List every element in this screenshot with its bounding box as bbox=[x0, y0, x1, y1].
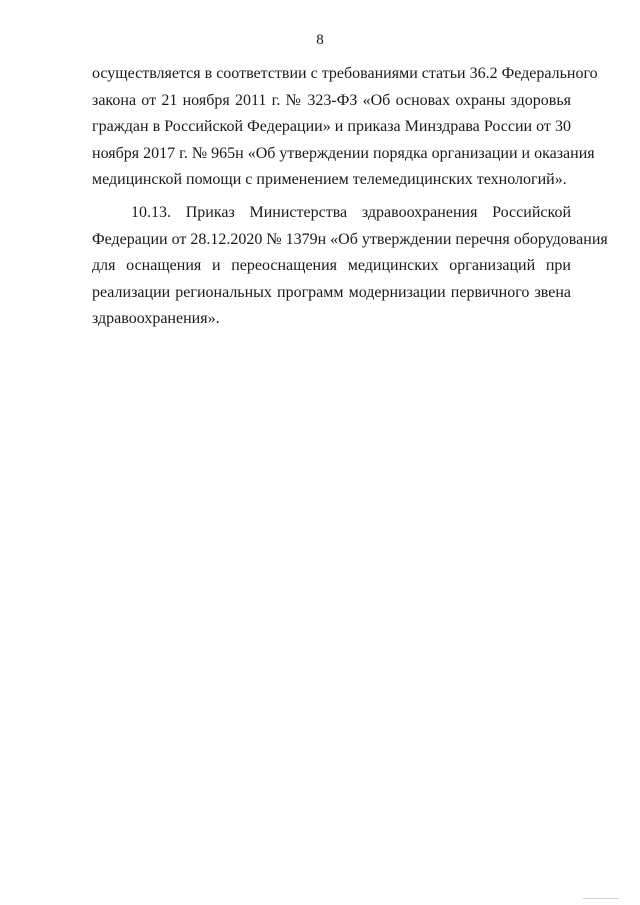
page-number: 8 bbox=[316, 32, 324, 48]
text-line: 10.13. Приказ Министерства здравоохранения Российской bbox=[131, 203, 571, 221]
text-line: Федерации от 28.12.2020 № 1379н «Об утверждении перечня оборудования bbox=[92, 230, 608, 248]
paragraph-continuation bbox=[92, 61, 598, 194]
document-body bbox=[92, 61, 608, 333]
text-line: граждан в Российской Федерации» и приказа Минздрава России от 30 bbox=[92, 118, 571, 136]
text-line: реализации региональных программ модернизации первичного звена bbox=[92, 283, 571, 301]
scan-edge-mark bbox=[583, 898, 619, 899]
text-line: медицинской помощи с применением телемедицинских технологий». bbox=[92, 171, 567, 189]
text-line: закона от 21 ноября 2011 г. № 323-ФЗ «Об основах охраны здоровья bbox=[92, 91, 571, 109]
text-line: здравоохранения». bbox=[92, 310, 220, 328]
text-line: ноября 2017 г. № 965н «Об утверждении порядка организации и оказания bbox=[92, 144, 595, 162]
text-line: для оснащения и переоснащения медицинских организаций при bbox=[92, 257, 571, 275]
paragraph-10-13 bbox=[92, 200, 608, 333]
text-line: осуществляется в соответствии с требованиями статьи 36.2 Федерального bbox=[92, 65, 598, 82]
